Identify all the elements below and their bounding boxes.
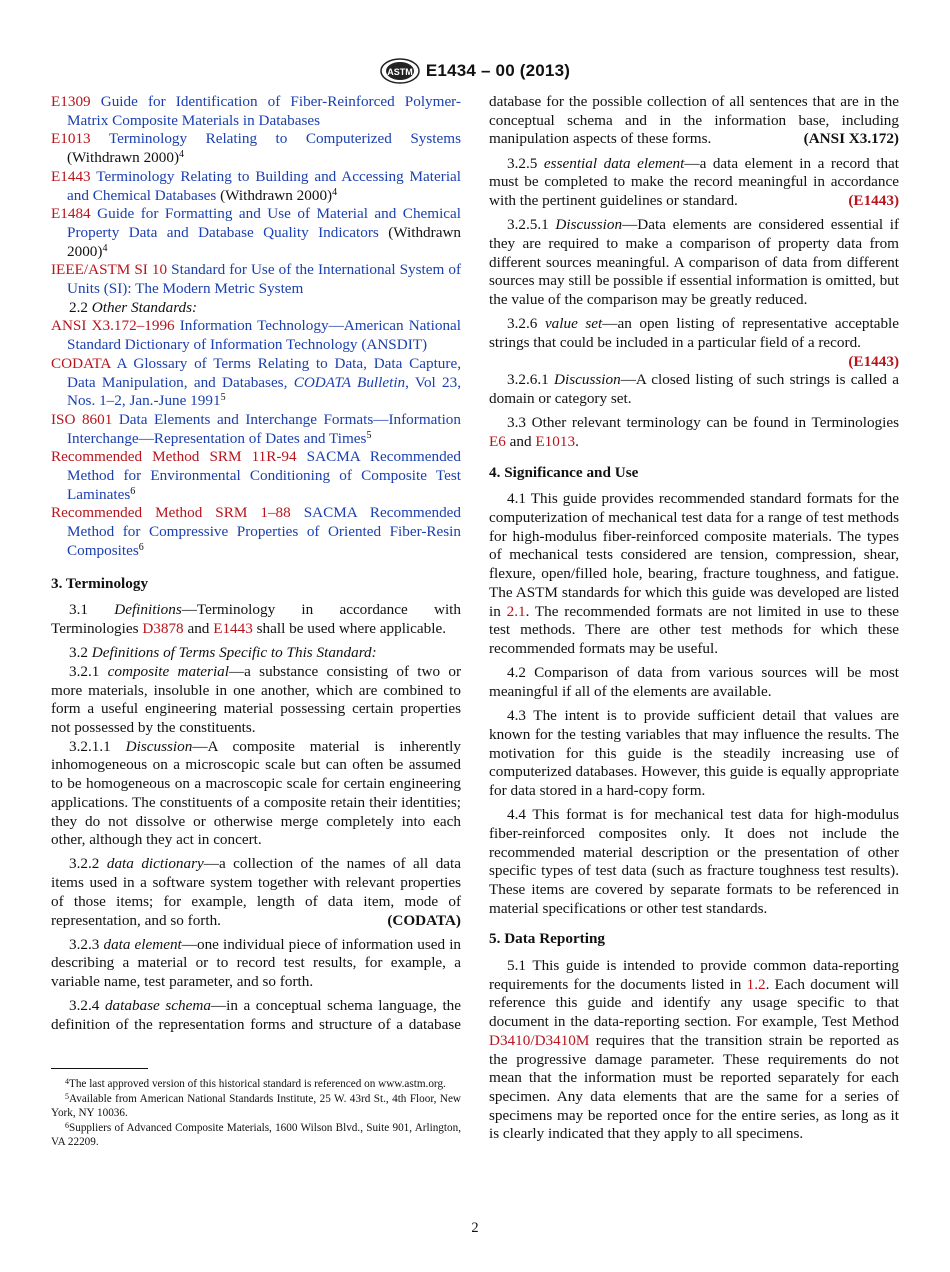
reference-designation-link[interactable]: ANSI X3.172–1996	[51, 317, 175, 335]
paragraph-3-3: 3.3 Other relevant terminology can be found in Terminologies E6 and E1013.	[489, 414, 900, 450]
reference-designation-link[interactable]: E1013	[51, 130, 91, 148]
continued-text: database for the possible collection of all sentences that are in the conceptual schema and in the information base, including manipulation aspects of these forms.	[489, 93, 899, 148]
reference-entry	[51, 448, 461, 504]
paragraph-3-2-5: 3.2.5 essential data element—a data element in a record that must be completed to make the record meaningful in accordance with the pertinent guidelines or standard. (E1443)	[489, 154, 900, 210]
reference-designation-link[interactable]: ISO 8601	[51, 410, 113, 428]
paragraph-5-1: 5.1 This guide is intended to provide common data-reporting requirements for the documents listed in 1.2. Each document will reference this guide and identify any usage specific to that document in the data-reporting section. For example, Test Method D3410/D3410M requires that the transition strain be reported as the progressive damage parameter. These requirements do not mean that the information must be reported separately for each specimen. Any data elements that are the same for a series of specimens may be reported once for the entire series, as long as it is clearly indicated that they apply to all specimens.	[489, 957, 900, 1143]
reference-title-link[interactable]: Guide for Formatting and Use of Material and Chemical Property Data and Database Quality Indicators	[67, 205, 462, 241]
paragraph-3-2-1: 3.2.1 composite material—a substance consisting of two or more materials, insoluble in one another, which are combined to form a useful engineering material possessing certain properties not possessed by the constituents.	[51, 662, 462, 736]
source-citation: (ANSI X3.172)	[803, 130, 899, 148]
section-link[interactable]: 2.1	[506, 602, 526, 620]
right-column	[489, 93, 899, 1150]
reference-title-link[interactable]: Data Elements and Interchange Formats—Information Interchange—Representation of Dates and Times	[67, 410, 461, 447]
reference-entry	[51, 355, 461, 411]
source-citation-line	[489, 353, 899, 372]
source-citation: (CODATA)	[387, 911, 461, 929]
section-link[interactable]: 1.2	[746, 975, 766, 993]
footnote-6: $^6$Suppliers of Advanced Composite Materials, 1600 Wilson Blvd., Suite 901, Arlington, VA 22209.	[51, 1121, 461, 1149]
footnote-marker[interactable]: 5	[220, 392, 226, 404]
paragraph-4-3: 4.3 The intent is to provide sufficient detail that values are known for the testing variables that may influence the results. The motivation for this guide is the steadily increasing use of computerized databases. However, this guide is equally appropriate for data stored in a hard-copy form.	[489, 707, 899, 799]
page-number: 2	[471, 1220, 479, 1236]
paragraph-3-2-4: 3.2.4 database schema—in a conceptual schema language, the definition of the representation forms and structure of a database	[51, 997, 461, 1034]
section-heading: 4. Significance and Use	[489, 463, 639, 481]
paragraph-3-2-3: 3.2.3 data element—one individual piece of information used in describing a material or to record test results, for example, a variable name, test parameter, and so forth.	[51, 935, 462, 991]
paragraph-4-2: 4.2 Comparison of data from various sources will be most meaningful if all of the elements are available.	[489, 664, 899, 700]
footnote-divider	[51, 1068, 148, 1069]
reference-entry	[51, 411, 461, 448]
page-header	[0, 58, 950, 89]
withdrawn-note: (Withdrawn 2000)	[67, 223, 462, 260]
paragraph-3-2-6: 3.2.6 value set—an open listing of representative acceptable strings that could be included in a particular field of a record.	[489, 315, 899, 351]
other-standards-heading: 2.2 Other Standards:	[69, 298, 198, 316]
paragraph-3-2: 3.2 Definitions of Terms Specific to This Standard:	[69, 644, 377, 662]
reference-title-link[interactable]: Terminology Relating to Building and Accessing Material and Chemical Databases	[67, 167, 462, 204]
paragraph-4-4: 4.4 This format is for mechanical test data for high-modulus fiber-reinforced composites only. It does not include the recommended material description or the presentation of other specific types of test data (such as fracture toughness test results). These items are covered by separate formats to be referenced in material specifications or other test standards.	[489, 806, 899, 917]
reference-designation-link[interactable]: E1443	[51, 167, 91, 185]
footnote-marker[interactable]: 4	[179, 149, 184, 161]
standard-link[interactable]: E1443	[213, 619, 253, 637]
paragraph-3-2-5-1: 3.2.5.1 Discussion—Data elements are considered essential if they are required to make a comparison of property data from different sources meaningful. A comparison of data from different sources may still be possible if essential information is omitted, but the value of the comparison may be greatly reduced.	[489, 216, 900, 309]
reference-entry	[51, 261, 461, 298]
footnote-marker[interactable]: 6	[138, 541, 144, 553]
reference-title-link[interactable]: SACMA Recommended Method for Compressive Properties of Oriented Fiber-Resin Composites	[67, 504, 461, 559]
footnote-5: $^5$Available from American National Standards Institute, 25 W. 43rd St., 4th Floor, New York, NY 10036.	[51, 1092, 461, 1120]
withdrawn-note: (Withdrawn 2000)	[220, 186, 333, 204]
paragraph-3-2-2: 3.2.2 data dictionary—a collection of the names of all data items used in a software system together with relevant properties of those items; for example, length of data item, mode of representation, and so forth. (CODATA)	[51, 855, 462, 929]
document-designation: E1434 – 00 (2013)	[425, 61, 571, 80]
reference-designation-link[interactable]: CODATA	[51, 354, 111, 372]
standard-link[interactable]: E6	[489, 432, 506, 450]
reference-designation-link[interactable]: IEEE/ASTM SI 10	[51, 261, 168, 279]
paragraph-4-1: 4.1 This guide provides recommended standard formats for the computerization of mechanical test data for a range of test methods for high-modulus fiber-reinforced composite materials. The types of mechanical tests considered are tension, compression, shear, flexure, open/filled hole, bearing, fracture toughness, and fatigue. The ASTM standards for which this guide was developed are listed in 2.1. The recommended formats are not limited in use to these test methods. There are other test methods for which these recommended formats may be useful.	[489, 490, 899, 657]
reference-entry	[51, 93, 461, 130]
reference-title-link[interactable]: Guide for Identification of Fiber-Reinforced Polymer-Matrix Composite Materials in Databases	[67, 93, 461, 129]
footnote-marker[interactable]: 4	[102, 242, 108, 254]
standard-link[interactable]: D3410/D3410M	[489, 1031, 590, 1049]
reference-designation-link[interactable]: Recommended Method SRM 1–88	[51, 504, 291, 522]
svg-text:ASTM: ASTM	[387, 67, 413, 77]
reference-entry	[51, 504, 461, 560]
reference-entry	[51, 130, 461, 167]
left-column	[51, 93, 461, 1150]
section-heading: 3. Terminology	[51, 574, 149, 592]
withdrawn-note: (Withdrawn 2000)	[67, 149, 179, 167]
reference-entry	[51, 317, 461, 354]
paragraph-3-2-6-1: 3.2.6.1 Discussion—A closed listing of such strings is called a domain or category set.	[489, 371, 900, 408]
reference-title-link[interactable]: SACMA Recommended Method for Environmental Conditioning of Composite Test Laminates	[67, 448, 462, 503]
footnote-marker[interactable]: 4	[332, 186, 338, 198]
reference-entry	[51, 205, 461, 261]
reference-title-link[interactable]: Information Technology—American National Standard Dictionary of Information Technology (ANSDIT)	[67, 317, 462, 354]
reference-designation-link[interactable]: E1309	[51, 93, 91, 110]
source-citation-link[interactable]: (E1443)	[848, 192, 899, 210]
reference-title-link[interactable]: A Glossary of Terms Relating to Data, Data Capture, Data Manipulation, and Databases, CODATA Bulletin, Vol 23, Nos. 1–2, Jan.-June 1991	[67, 354, 462, 410]
source-citation-link[interactable]: (E1443)	[848, 352, 899, 370]
paragraph-3-2-1-1: 3.2.1.1 Discussion—A composite material is inherently inhomogeneous on a microscopic scale but can often be assumed to be homogeneous on a macroscopic scale for certain engineering applications. The constituents of a composite retain their identities; they do not dissolve or otherwise merge completely into each other, although they act in concert.	[51, 737, 461, 849]
reference-title-link[interactable]: Terminology Relating to Computerized Systems	[108, 130, 461, 148]
reference-entry	[51, 168, 461, 205]
standard-link[interactable]: D3878	[142, 619, 184, 637]
reference-designation-link[interactable]: E1484	[51, 205, 91, 223]
reference-designation-link[interactable]: Recommended Method SRM 11R-94	[51, 448, 297, 466]
footnote-4: $^4$The last approved version of this historical standard is referenced on www.astm.org.	[65, 1077, 446, 1091]
section-heading: 5. Data Reporting	[489, 930, 606, 948]
footnote-marker[interactable]: 6	[130, 485, 136, 497]
footnote-marker[interactable]: 5	[366, 429, 372, 441]
reference-title-link[interactable]: Standard for Use of the International System of Units (SI): The Modern Metric System	[67, 261, 462, 298]
paragraph-3-1: 3.1 Definitions—Terminology in accordance with Terminologies D3878 and E1443 shall be used where applicable.	[51, 601, 461, 637]
astm-logo-icon	[380, 58, 420, 84]
standard-link[interactable]: E1013	[535, 432, 576, 450]
paragraph-3-2-4-continued	[489, 93, 899, 149]
